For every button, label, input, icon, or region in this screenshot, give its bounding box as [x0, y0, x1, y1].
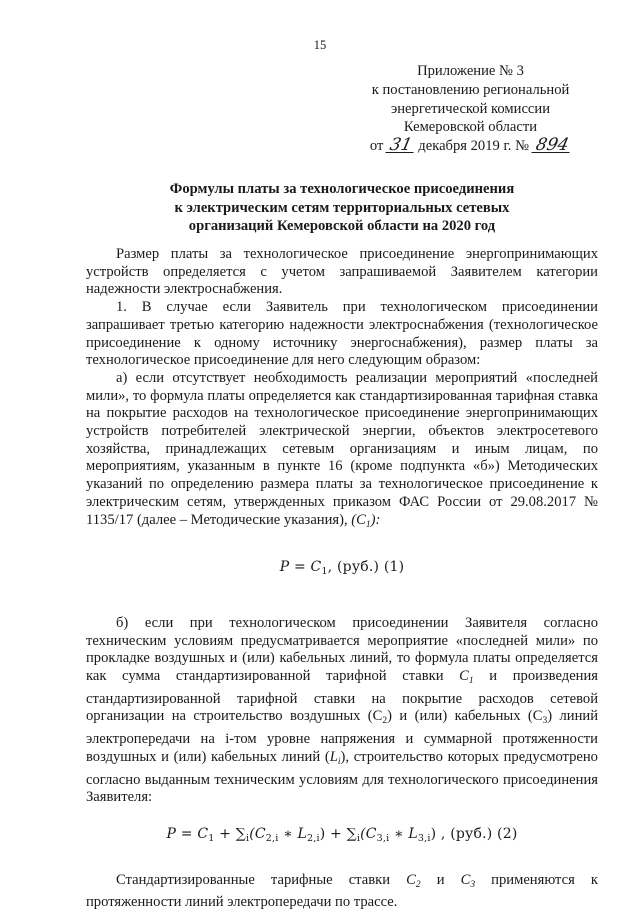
appendix-line-2: к постановлению региональной — [371, 81, 570, 98]
date-rest: декабря 2019 г. № — [418, 138, 530, 155]
formula-2: $P = C_1 + \sum_i(C_{2,i}$ ∗ $L_{2,i}) + \sum_i(C_{3,i}$ ∗ $L_{3,i}$) , (руб.) (2) — [166, 825, 518, 844]
appendix-title: Приложение № 3 — [417, 63, 524, 79]
handwritten-doc-number: 894 — [531, 138, 573, 153]
li-symbol: $L_i$ — [329, 748, 341, 767]
appendix-line-3: энергетической комиссии — [390, 100, 551, 117]
c1-symbol: $(C_1)$: — [351, 511, 381, 530]
document-title — [86, 180, 598, 236]
appendix-header — [343, 62, 598, 156]
item-b-paragraph: б) если при технологическом присоединении Заявителя согласно техническим условиям предусматривается мероприятие «последней мили» по прокладке воздушных и (или) кабельных линий, то формула платы определяется как сумма стандартизированной тарифной ставки $C_1$ и произведения стандартизированной тарифной ставки на покрытие расходов сетевой организации на строительство воздушных $(C_2)$ и (или) кабельных $(C_3)$ линий электропередачи на i-том уровне напряжения и суммарной протяженности воздушных и (или) кабельных линий $(L_i)$, строительство которых предусмотрено согласно выданным техническим условиям для технологического присоединения Заявителя: — [86, 614, 599, 806]
item-a-paragraph — [86, 370, 598, 534]
title-line-3: организаций Кемеровской области на 2020 год — [188, 218, 496, 234]
item-a-text: а) если отсутствует необходимость реализации мероприятий «последней мили», то формула платы определяется как стандартизированная тарифная ставка на покрытие расходов на технологическое присоединение энергопринимающих устройств потребителей электрической энергии, объектов электросетевого хозяйства, принадлежащих сетевым организациям и иным лицам, по мероприятиям, указанным в пункте 16 (кроме подпункта «б») Методических указаний по определению размера платы за технологическое присоединение к электрическим сетям, утвержденных приказом ФАС России от 29.08.2017 № 1135/17 (далее – Методические указания), — [86, 369, 598, 528]
date-prefix: от — [369, 138, 384, 155]
document-body — [86, 246, 598, 912]
item-1-paragraph: 1. В случае если Заявитель при технологическом присоединении запрашивает третью категорию надежности электроснабжения (технологическое присоединение к одному источнику энергоснабжения), размер платы за технологическое присоединение для него следующим образом: — [86, 299, 598, 369]
c1-symbol-b: $C_1$ — [459, 668, 474, 687]
title-line-1: Формулы платы за технологическое присоединения — [169, 181, 515, 197]
appendix-line-4: Кемеровской области — [403, 119, 538, 136]
page-number: 15 — [313, 38, 327, 52]
final-paragraph: Стандартизированные тарифные ставки $C_2$ и $C_3$ применяются к протяженности линий электропередачи по трассе. — [86, 871, 598, 911]
formula-1: $P = C_1$, (руб.) (1) — [279, 559, 405, 578]
appendix-date-line — [343, 137, 598, 156]
handwritten-day: 31 — [385, 138, 416, 153]
intro-paragraph: Размер платы за технологическое присоединение энергопринимающих устройств определяется с учетом запрашиваемой Заявителем категории надежности электроснабжения. — [86, 246, 598, 298]
title-line-2: к электрическим сетям территориальных сетевых — [174, 199, 510, 216]
